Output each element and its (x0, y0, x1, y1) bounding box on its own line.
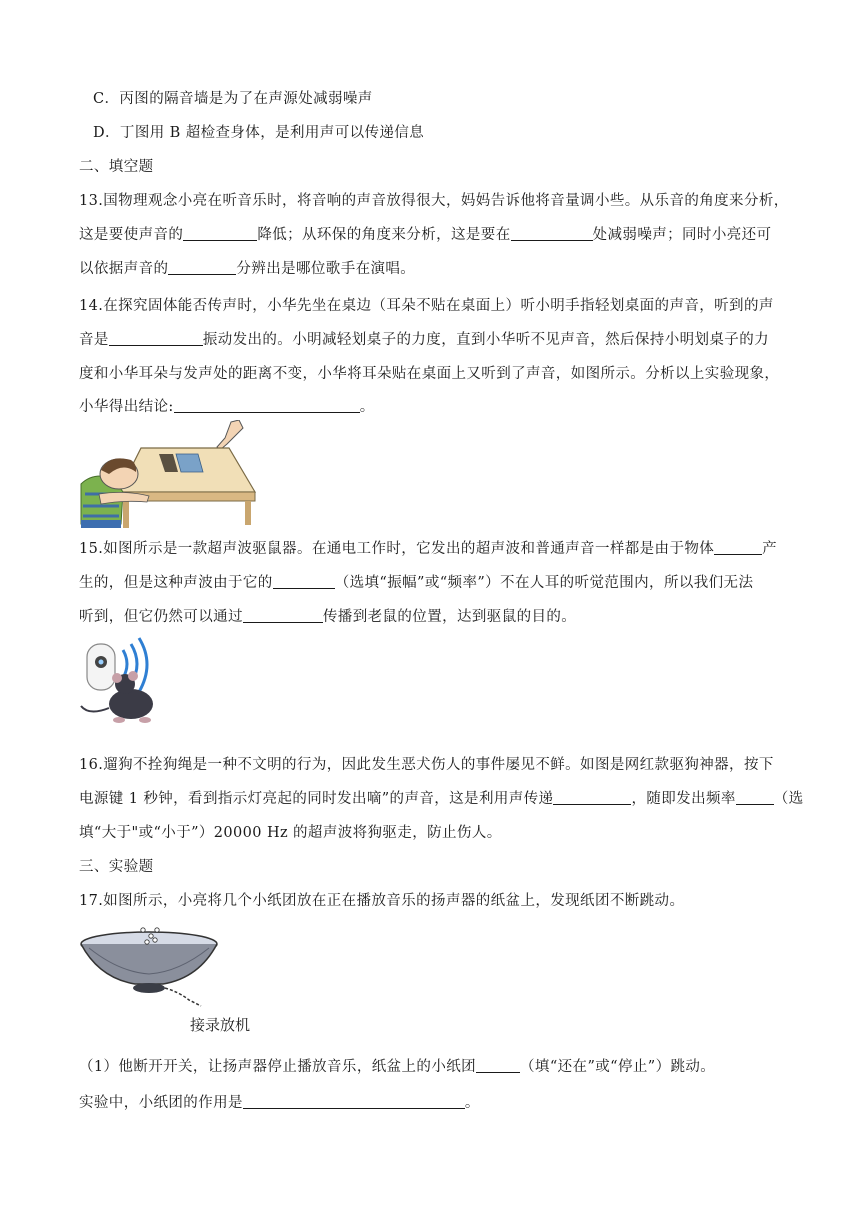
mouse-ear (128, 671, 138, 681)
hand-shape (217, 420, 243, 450)
q16-line-2: 电源键 1 秒钟，看到指示灯亮起的同时发出嘀”的声音，这是利用声传递 ，随即发出频率 （选 (79, 788, 781, 810)
paper-ball (149, 934, 153, 938)
answer-blank[interactable] (243, 606, 323, 623)
paper-ball (153, 938, 157, 942)
sound-wave-icon (139, 638, 147, 692)
q13-line-3: 以依据声音的 分辨出是哪位歌手在演唱。 (79, 258, 781, 280)
option-c: C．丙图的隔音墙是为了在声源处减弱噪声 (93, 91, 373, 107)
chair-seat (81, 520, 121, 528)
mouse-tail (81, 706, 109, 712)
desk-leg (245, 501, 251, 525)
q13-line-2: 这是要使声音的 降低；从环保的角度来分析，这是要在 处减弱噪声；同时小亮还可 (79, 224, 781, 246)
answer-blank[interactable] (736, 788, 774, 805)
q14-line-2: 音是 振动发出的。小明减轻划桌子的力度，直到小华听不见声音，然后保持小明划桌子的力 (79, 329, 781, 351)
answer-blank[interactable] (243, 1092, 465, 1109)
desk-leg (123, 501, 129, 528)
q14-line-1: 14.在探究固体能否传声时，小华先坐在桌边（耳朵不贴在桌面上）听小明手指轻划桌面的声音，听到的声 (79, 298, 774, 314)
answer-blank[interactable] (476, 1056, 520, 1073)
q17-line-1: 17.如图所示，小亮将几个小纸团放在正在播放音乐的扬声器的纸盆上，发现纸团不断跳动。 (79, 893, 685, 909)
q15-line-2: 生的，但是这种声波由于它的 （选填“振幅”或“频率”）不在人耳的听觉范围内，所以我们无法 (79, 572, 781, 594)
q14-line-3: 度和小华耳朵与发声处的距离不变，小华将耳朵贴在桌面上又听到了声音，如图所示。分析以上实验现象， (79, 366, 780, 382)
speaker-magnet (133, 983, 165, 993)
section-experiment-heading: 三、实验题 (79, 859, 154, 875)
answer-blank[interactable] (168, 258, 236, 275)
book-icon (176, 454, 203, 472)
q16-line-1: 16.遛狗不拴狗绳是一种不文明的行为，因此发生恶犬伤人的事件屡见不鲜。如图是网红款驱狗神器，按下 (79, 757, 774, 773)
q14-line-4: 小华得出结论: 。 (79, 396, 781, 418)
q16-line-3: 填“大于"或“小于”）20000 Hz 的超声波将狗驱走，防止伤人。 (79, 825, 502, 841)
mouse-repeller-figure (79, 636, 169, 728)
answer-blank[interactable] (109, 329, 203, 346)
section-fill-heading: 二、填空题 (79, 159, 154, 175)
sound-wave-icon (123, 650, 127, 678)
q13-line-1: 13.国物理观念小亮在听音乐时，将音响的声音放得很大，妈妈告诉他将音量调小些。从乐音的角度来分析， (79, 193, 789, 209)
speaker-cone (81, 944, 217, 984)
speaker-figure (79, 926, 259, 1010)
speaker-caption: 接录放机 (190, 1016, 251, 1034)
desk-listening-figure (79, 420, 259, 528)
mouse-ear (112, 673, 122, 683)
answer-blank[interactable] (511, 224, 593, 241)
paper-ball (145, 940, 149, 944)
answer-blank[interactable] (273, 572, 335, 589)
paper-ball (155, 928, 159, 932)
answer-blank[interactable] (183, 224, 257, 241)
q17-part-1: （1）他断开开关，让扬声器停止播放音乐，纸盆上的小纸团 （填“还在”或“停止”）跳动。 (79, 1056, 781, 1078)
q15-line-1: 15.如图所示是一款超声波驱鼠器。在通电工作时，它发出的超声波和普通声音一样都是由于物体 产 (79, 538, 781, 560)
paper-ball (141, 928, 145, 932)
answer-blank[interactable] (174, 396, 360, 413)
answer-blank[interactable] (714, 538, 762, 555)
speaker-wire (165, 988, 201, 1006)
q15-line-3: 听到，但它仍然可以通过 传播到老鼠的位置，达到驱鼠的目的。 (79, 606, 781, 628)
q17-part-2: 实验中，小纸团的作用是 。 (79, 1092, 781, 1114)
answer-blank[interactable] (553, 788, 631, 805)
option-d: D．丁图用 B 超检查身体，是利用声可以传递信息 (93, 125, 425, 141)
mouse-body (109, 689, 153, 719)
